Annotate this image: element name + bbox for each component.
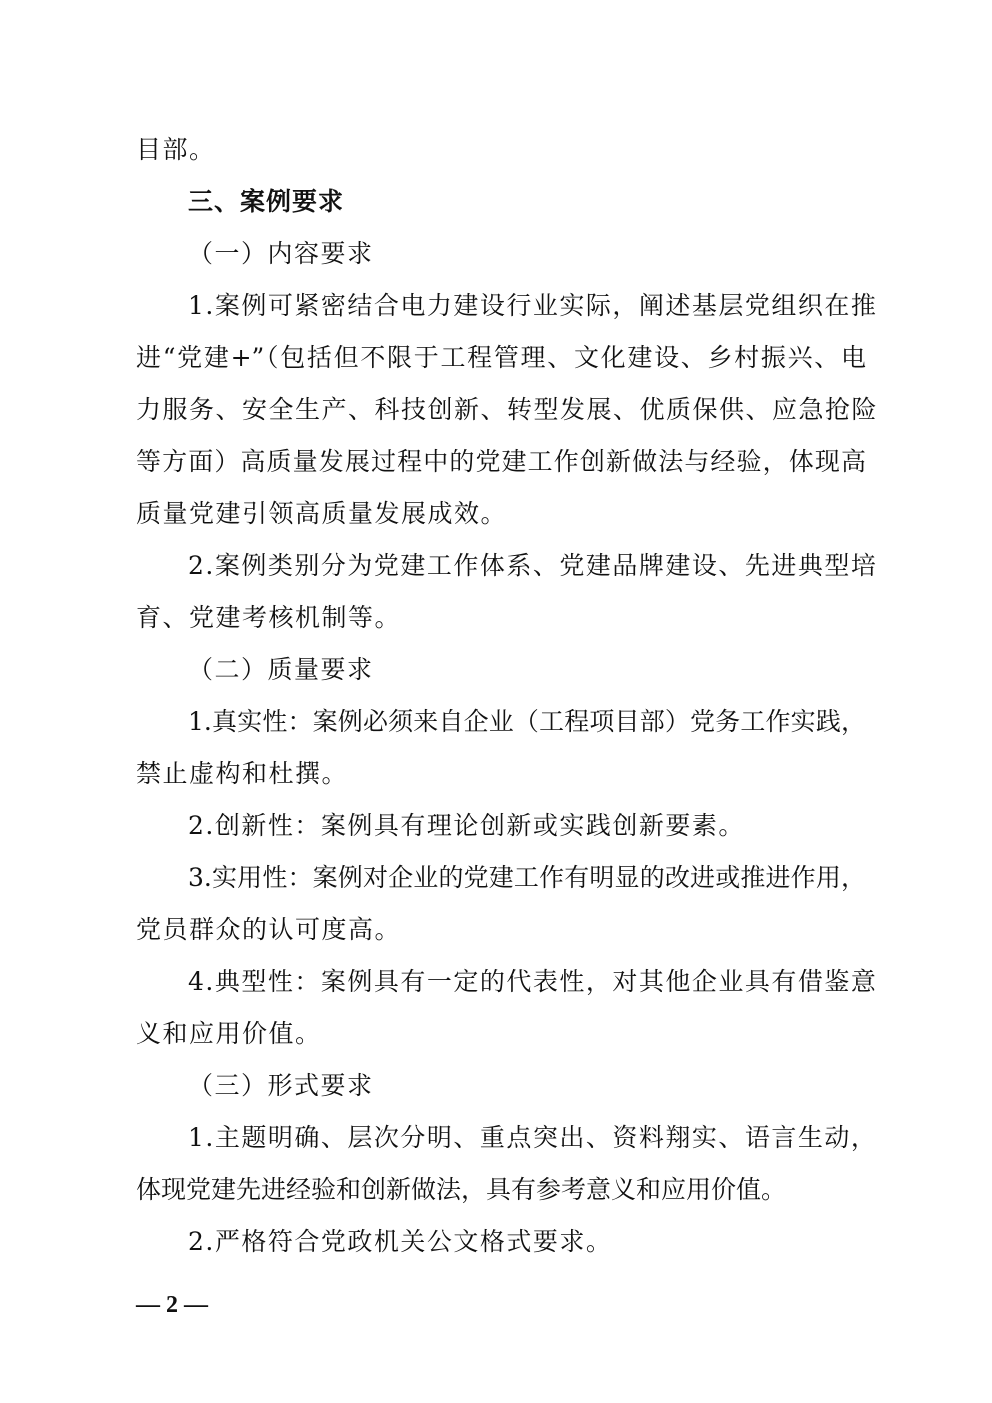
paragraph-line: 义和应用价值。 bbox=[136, 1019, 322, 1048]
paragraph-line: 等方面）高质量发展过程中的党建工作创新做法与经验，体现高 bbox=[136, 447, 866, 476]
paragraph-line: 禁止虚构和杜撰。 bbox=[136, 759, 349, 788]
paragraph-line: 质量党建引领高质量发展成效。 bbox=[136, 499, 508, 528]
paragraph-line: 1.真实性：案例必须来自企业（工程项目部）党务工作实践， bbox=[188, 707, 866, 736]
paragraph-line: 2.案例类别分为党建工作体系、党建品牌建设、先进典型培 bbox=[188, 551, 878, 580]
paragraph-line: 育、党建考核机制等。 bbox=[136, 603, 402, 632]
subheading-format-requirements: （三）形式要求 bbox=[188, 1071, 374, 1100]
section-heading-case-requirements: 三、案例要求 bbox=[188, 187, 345, 216]
paragraph-line: 力服务、安全生产、科技创新、转型发展、优质保供、应急抢险 bbox=[136, 395, 879, 424]
subheading-quality-requirements: （二）质量要求 bbox=[188, 655, 374, 684]
paragraph-line: 进“党建+”（包括但不限于工程管理、文化建设、乡村振兴、电 bbox=[136, 343, 866, 372]
paragraph-line: 党员群众的认可度高。 bbox=[136, 915, 402, 944]
paragraph-line: 2.严格符合党政机关公文格式要求。 bbox=[188, 1227, 613, 1256]
paragraph-line: 1.案例可紧密结合电力建设行业实际，阐述基层党组织在推 bbox=[188, 291, 878, 320]
subheading-content-requirements: （一）内容要求 bbox=[188, 239, 374, 268]
paragraph-line: 4.典型性：案例具有一定的代表性，对其他企业具有借鉴意 bbox=[188, 967, 878, 996]
paragraph-line-continuation: 目部。 bbox=[136, 135, 216, 164]
paragraph-line: 体现党建先进经验和创新做法，具有参考意义和应用价值。 bbox=[136, 1175, 787, 1204]
paragraph-line: 1.主题明确、层次分明、重点突出、资料翔实、语言生动， bbox=[188, 1123, 878, 1152]
page-number: — 2 — bbox=[136, 1292, 208, 1318]
paragraph-line: 3.实用性：案例对企业的党建工作有明显的改进或推进作用， bbox=[188, 863, 866, 892]
paragraph-line: 2.创新性：案例具有理论创新或实践创新要素。 bbox=[188, 811, 745, 840]
